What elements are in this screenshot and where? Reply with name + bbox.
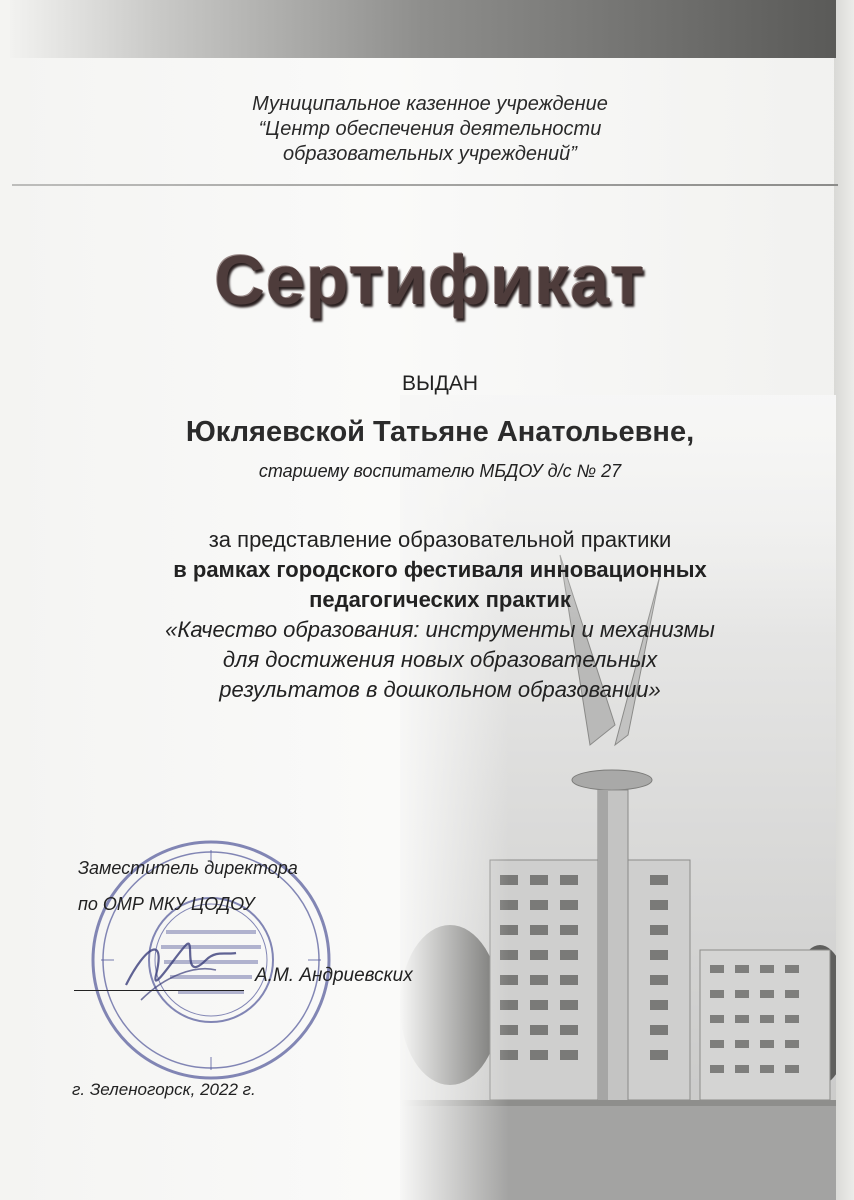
organization-line-2: “Центр обеспечения деятельности — [258, 118, 602, 140]
theme-line-3: результатов в дошкольном образовании» — [219, 677, 661, 702]
recipient-name: Юкляевской Татьяне Анатольевне, — [185, 416, 695, 448]
signature-title-line-2: по ОМР МКУ ЦОДОУ — [78, 894, 255, 914]
signature-title — [78, 850, 298, 922]
award-reason — [60, 525, 820, 705]
signature-line — [74, 990, 244, 991]
theme-line-1: «Качество образования: инструменты и механизмы — [165, 617, 715, 642]
background-city-photo — [400, 395, 836, 1200]
top-gradient-bar — [10, 0, 836, 58]
issued-label: ВЫДАН — [402, 372, 478, 395]
organization-line-1: Муниципальное казенное учреждение — [252, 93, 608, 115]
reason-line-1: за представление образовательной практики — [208, 527, 672, 552]
signature-title-line-1: Заместитель директора — [78, 858, 298, 878]
place-and-date: г. Зеленогорск, 2022 г. — [72, 1080, 256, 1099]
reason-line-2: в рамках городского фестиваля инновационных — [173, 557, 707, 582]
theme-line-2: для достижения новых образовательных — [222, 647, 658, 672]
header-divider — [12, 184, 838, 186]
reason-line-3: педагогических практик — [309, 587, 571, 612]
signer-name: А.М. Андриевских — [255, 965, 413, 986]
recipient-position: старшему воспитателю МБДОУ д/с № 27 — [258, 461, 622, 481]
certificate-title: Сертификат — [214, 241, 646, 319]
organization-line-3: образовательных учреждений” — [283, 143, 577, 165]
organization-header — [150, 92, 710, 167]
paper-edge — [834, 0, 854, 1200]
